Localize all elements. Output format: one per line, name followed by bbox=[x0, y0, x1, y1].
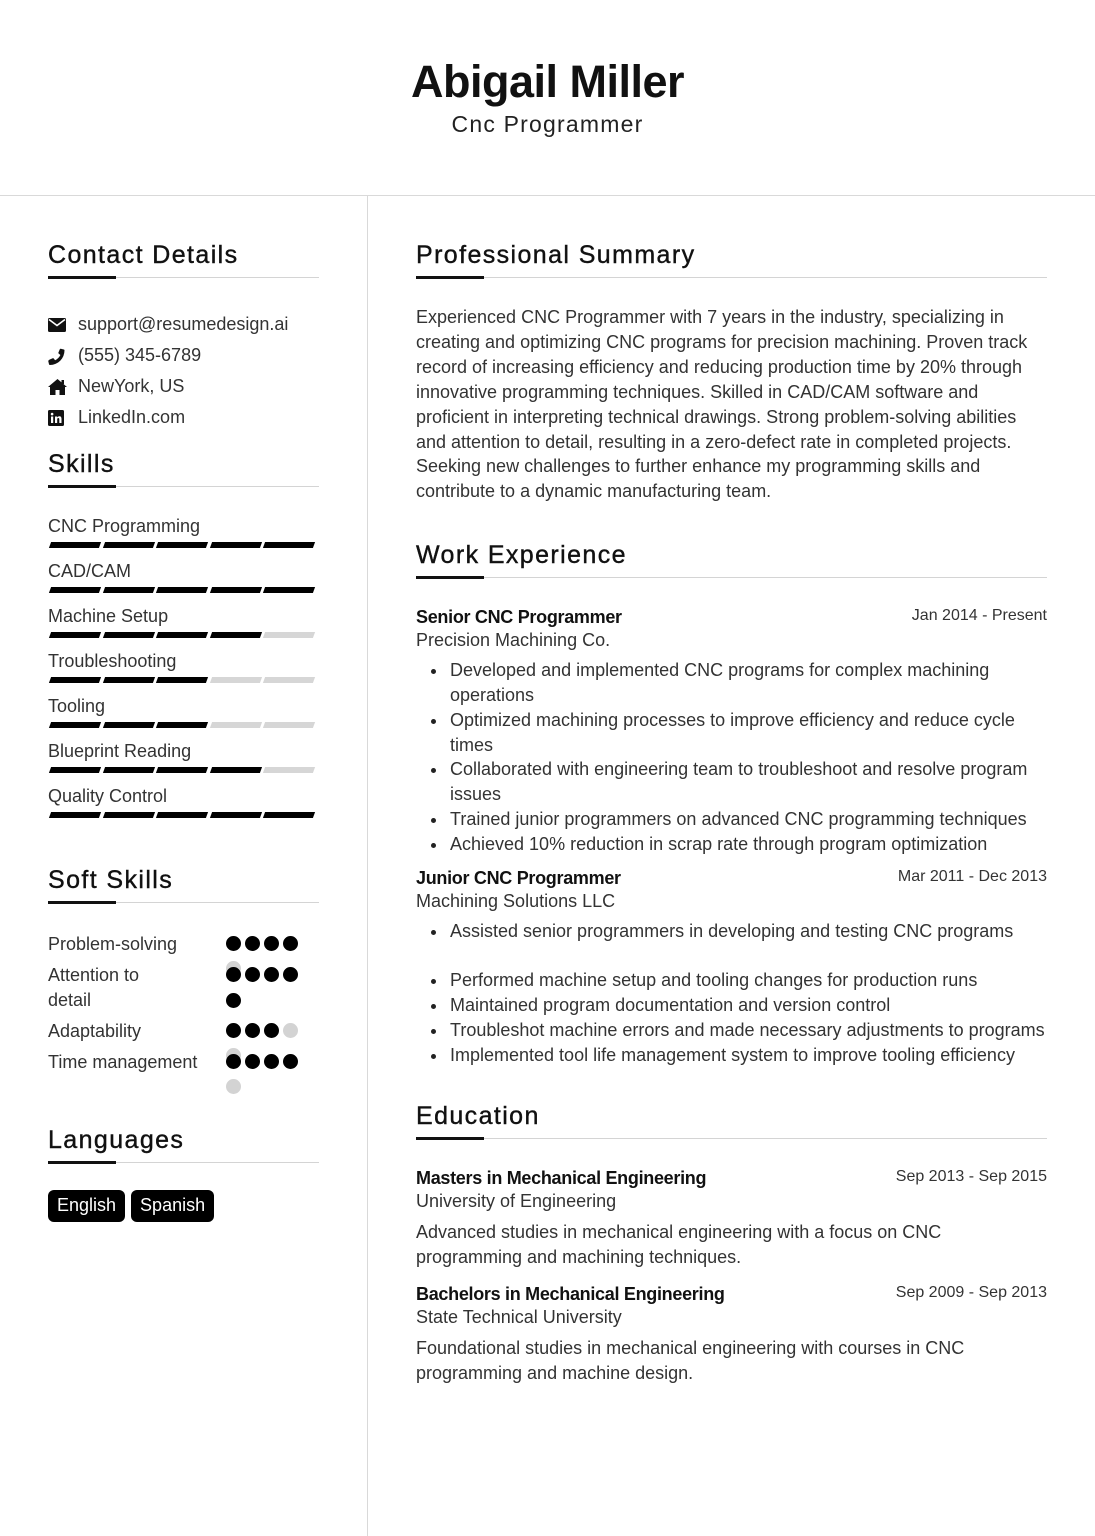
contact-location bbox=[48, 371, 319, 402]
job-bullet: Collaborated with engineering team to troubleshoot and resolve program issues bbox=[450, 757, 1047, 807]
skill-item bbox=[48, 515, 319, 560]
skill-level-segment bbox=[49, 542, 101, 548]
school-name: State Technical University bbox=[416, 1307, 622, 1327]
resume-header bbox=[0, 0, 1095, 196]
skill-level-segment bbox=[156, 587, 208, 593]
job-bullet: Assisted senior programmers in developing and testing CNC programs bbox=[450, 919, 1047, 944]
languages-section bbox=[48, 1125, 319, 1222]
rating-dot bbox=[264, 936, 279, 951]
summary-text: Experienced CNC Programmer with 7 years in the industry, specializing in creating and optimizing CNC programs for precision machining. Proven track record of increasing efficiency and reducing production time by 20% through innovative programming techniques. Skilled in CAD/CAM software and proficient in interpreting technical drawings. Strong problem-solving abilities and attention to detail, resulting in a zero-defect rate in completed projects. Seeking new challenges to further enhance my programming skills and contribute to a dynamic manufacturing team. bbox=[416, 307, 1028, 502]
skill-level-bar bbox=[48, 587, 319, 593]
skill-level-segment bbox=[102, 542, 154, 548]
degree-title: Bachelors in Mechanical Engineering bbox=[416, 1284, 725, 1304]
degree-title: Masters in Mechanical Engineering bbox=[416, 1168, 707, 1189]
rating-dot bbox=[226, 1079, 241, 1094]
soft-skill-label: Adaptability bbox=[48, 1021, 142, 1041]
job-bullet: Optimized machining processes to improve efficiency and reduce cycle times bbox=[450, 708, 1047, 758]
rating-dot bbox=[245, 936, 260, 951]
skill-item bbox=[48, 695, 319, 740]
rating-dot bbox=[264, 1054, 279, 1069]
contact-linkedin[interactable] bbox=[48, 402, 319, 433]
job-bullet: Implemented tool life management system to improve tooling efficiency bbox=[450, 1043, 1047, 1068]
skill-level-segment bbox=[263, 767, 315, 773]
soft-skill-label: Attention to detail bbox=[48, 965, 140, 1010]
skill-item bbox=[48, 605, 319, 650]
job-title: Senior CNC Programmer bbox=[416, 607, 622, 628]
skill-level-segment bbox=[156, 722, 208, 728]
education-section bbox=[416, 1101, 1047, 1385]
skill-level-segment bbox=[263, 587, 315, 593]
soft-skill-item bbox=[48, 932, 319, 963]
soft-skill-label: Time management bbox=[48, 1052, 198, 1072]
soft-skill-rating bbox=[226, 1019, 306, 1050]
skill-label: Tooling bbox=[48, 696, 106, 716]
section-title: Professional Summary bbox=[416, 241, 696, 269]
section-title: Contact Details bbox=[48, 241, 239, 269]
skill-level-segment bbox=[102, 812, 154, 818]
skill-label: Troubleshooting bbox=[48, 651, 177, 671]
home-icon bbox=[48, 379, 78, 395]
skill-level-segment bbox=[209, 587, 261, 593]
candidate-name: Abigail Miller bbox=[410, 56, 685, 107]
job-bullet: Maintained program documentation and version control bbox=[450, 993, 1047, 1018]
skill-level-bar bbox=[48, 812, 319, 818]
skill-level-bar bbox=[48, 677, 319, 683]
job-entry bbox=[416, 867, 1047, 1068]
section-rule bbox=[48, 1161, 319, 1164]
education-description: Foundational studies in mechanical engineering with courses in CNC programming and machine design. bbox=[416, 1338, 965, 1383]
skill-item bbox=[48, 740, 319, 785]
section-rule bbox=[48, 485, 319, 488]
section-title: Languages bbox=[48, 1126, 185, 1154]
education-description: Advanced studies in mechanical engineering with a focus on CNC programming and machining techniques. bbox=[416, 1222, 942, 1268]
rating-dot bbox=[264, 967, 279, 982]
contact-linkedin-text: LinkedIn.com bbox=[78, 407, 186, 427]
contact-phone-text: (555) 345-6789 bbox=[78, 345, 202, 365]
skill-level-segment bbox=[156, 812, 208, 818]
job-bullets bbox=[416, 919, 1047, 1068]
phone-icon bbox=[48, 347, 78, 365]
education-dates: Sep 2013 - Sep 2015 bbox=[895, 1168, 1047, 1186]
section-rule bbox=[48, 276, 319, 279]
skill-level-bar bbox=[48, 632, 319, 638]
rating-dot bbox=[226, 1054, 241, 1069]
skill-level-bar bbox=[48, 722, 319, 728]
job-bullet: Achieved 10% reduction in scrap rate through program optimization bbox=[450, 832, 1047, 857]
job-dates: Jan 2014 - Present bbox=[911, 607, 1047, 625]
section-title: Soft Skills bbox=[48, 866, 174, 894]
job-entry bbox=[416, 606, 1047, 856]
job-bullet: Performed machine setup and tooling changes for production runs bbox=[450, 968, 1047, 993]
education-entry bbox=[416, 1167, 1047, 1270]
skill-item bbox=[48, 785, 319, 830]
skill-level-segment bbox=[49, 587, 101, 593]
skill-level-segment bbox=[263, 542, 315, 548]
rating-dot bbox=[283, 967, 298, 982]
rating-dot bbox=[245, 967, 260, 982]
soft-skills-section bbox=[48, 865, 319, 1081]
skill-label: Machine Setup bbox=[48, 606, 169, 626]
skill-level-segment bbox=[263, 722, 315, 728]
skill-level-segment bbox=[209, 677, 261, 683]
rating-dot bbox=[283, 1054, 298, 1069]
rating-dot bbox=[245, 1023, 260, 1038]
section-rule bbox=[416, 1137, 1047, 1140]
skill-level-segment bbox=[209, 542, 261, 548]
skill-level-segment bbox=[263, 632, 315, 638]
rating-dot bbox=[226, 967, 241, 982]
skill-level-segment bbox=[209, 767, 261, 773]
job-company: Precision Machining Co. bbox=[416, 630, 611, 651]
contact-email-text: support@resumedesign.ai bbox=[78, 314, 289, 334]
rating-dot bbox=[226, 936, 241, 951]
job-bullet: Trained junior programmers on advanced CNC programming techniques bbox=[450, 807, 1047, 832]
contact-phone[interactable] bbox=[48, 340, 319, 371]
main-content bbox=[416, 240, 1047, 1386]
soft-skill-label: Problem-solving bbox=[48, 934, 178, 954]
contact-email[interactable] bbox=[48, 309, 319, 340]
sidebar bbox=[48, 240, 319, 1222]
skill-level-segment bbox=[102, 632, 154, 638]
skill-label: Blueprint Reading bbox=[48, 741, 192, 761]
rating-dot bbox=[264, 1023, 279, 1038]
experience-section bbox=[416, 540, 1047, 1067]
envelope-icon bbox=[48, 318, 78, 332]
skill-level-segment bbox=[156, 632, 208, 638]
rating-dot bbox=[226, 1023, 241, 1038]
job-dates: Mar 2011 - Dec 2013 bbox=[897, 867, 1047, 885]
education-entry bbox=[416, 1283, 1047, 1386]
soft-skill-rating bbox=[226, 932, 306, 963]
education-dates: Sep 2009 - Sep 2013 bbox=[895, 1284, 1047, 1301]
language-badge-english: English bbox=[48, 1190, 125, 1222]
skill-level-segment bbox=[263, 677, 315, 683]
job-company: Machining Solutions LLC bbox=[416, 890, 616, 911]
linkedin-icon bbox=[48, 410, 78, 426]
skill-level-segment bbox=[49, 722, 101, 728]
skill-item bbox=[48, 560, 319, 605]
section-title: Skills bbox=[48, 450, 115, 478]
skill-level-segment bbox=[156, 542, 208, 548]
section-title: Education bbox=[416, 1102, 540, 1131]
section-rule bbox=[416, 576, 1047, 579]
soft-skill-item bbox=[48, 1019, 319, 1050]
soft-skill-rating bbox=[226, 963, 306, 1019]
skill-level-segment bbox=[49, 677, 101, 683]
skill-level-bar bbox=[48, 542, 319, 548]
skill-level-segment bbox=[209, 722, 261, 728]
contact-section bbox=[48, 240, 319, 433]
skill-level-segment bbox=[209, 632, 261, 638]
skill-label: CAD/CAM bbox=[48, 561, 132, 581]
skill-label: CNC Programming bbox=[48, 516, 201, 536]
rating-dot bbox=[226, 993, 241, 1008]
skill-level-segment bbox=[209, 812, 261, 818]
job-title: Junior CNC Programmer bbox=[416, 867, 621, 888]
skill-level-segment bbox=[49, 812, 101, 818]
job-bullet: Developed and implemented CNC programs for complex machining operations bbox=[450, 658, 1047, 708]
skill-level-segment bbox=[102, 677, 154, 683]
rating-dot bbox=[283, 936, 298, 951]
skill-level-segment bbox=[156, 677, 208, 683]
section-title: Work Experience bbox=[416, 541, 627, 570]
job-bullet: Troubleshot machine errors and made necessary adjustments to programs bbox=[450, 1018, 1047, 1043]
skill-level-bar bbox=[48, 767, 319, 773]
skill-level-segment bbox=[49, 632, 101, 638]
contact-location-text: NewYork, US bbox=[78, 376, 185, 396]
rating-dot bbox=[283, 1023, 298, 1038]
school-name: University of Engineering bbox=[416, 1191, 617, 1212]
job-bullets bbox=[416, 658, 1047, 856]
soft-skill-item bbox=[48, 1050, 319, 1081]
section-rule bbox=[416, 276, 1047, 279]
soft-skill-rating bbox=[226, 1050, 306, 1081]
skills-section bbox=[48, 449, 319, 830]
language-badge-spanish: Spanish bbox=[131, 1190, 214, 1222]
skill-item bbox=[48, 650, 319, 695]
summary-section bbox=[416, 240, 1047, 504]
rating-dot bbox=[245, 1054, 260, 1069]
section-rule bbox=[48, 901, 319, 904]
candidate-title: Cnc Programmer bbox=[451, 111, 644, 137]
skill-label: Quality Control bbox=[48, 786, 168, 806]
skill-level-segment bbox=[102, 722, 154, 728]
skill-level-segment bbox=[156, 767, 208, 773]
column-divider bbox=[367, 196, 368, 1536]
soft-skill-item bbox=[48, 963, 319, 1019]
skill-level-segment bbox=[102, 767, 154, 773]
skill-level-segment bbox=[49, 767, 101, 773]
skill-level-segment bbox=[263, 812, 315, 818]
skill-level-segment bbox=[102, 587, 154, 593]
